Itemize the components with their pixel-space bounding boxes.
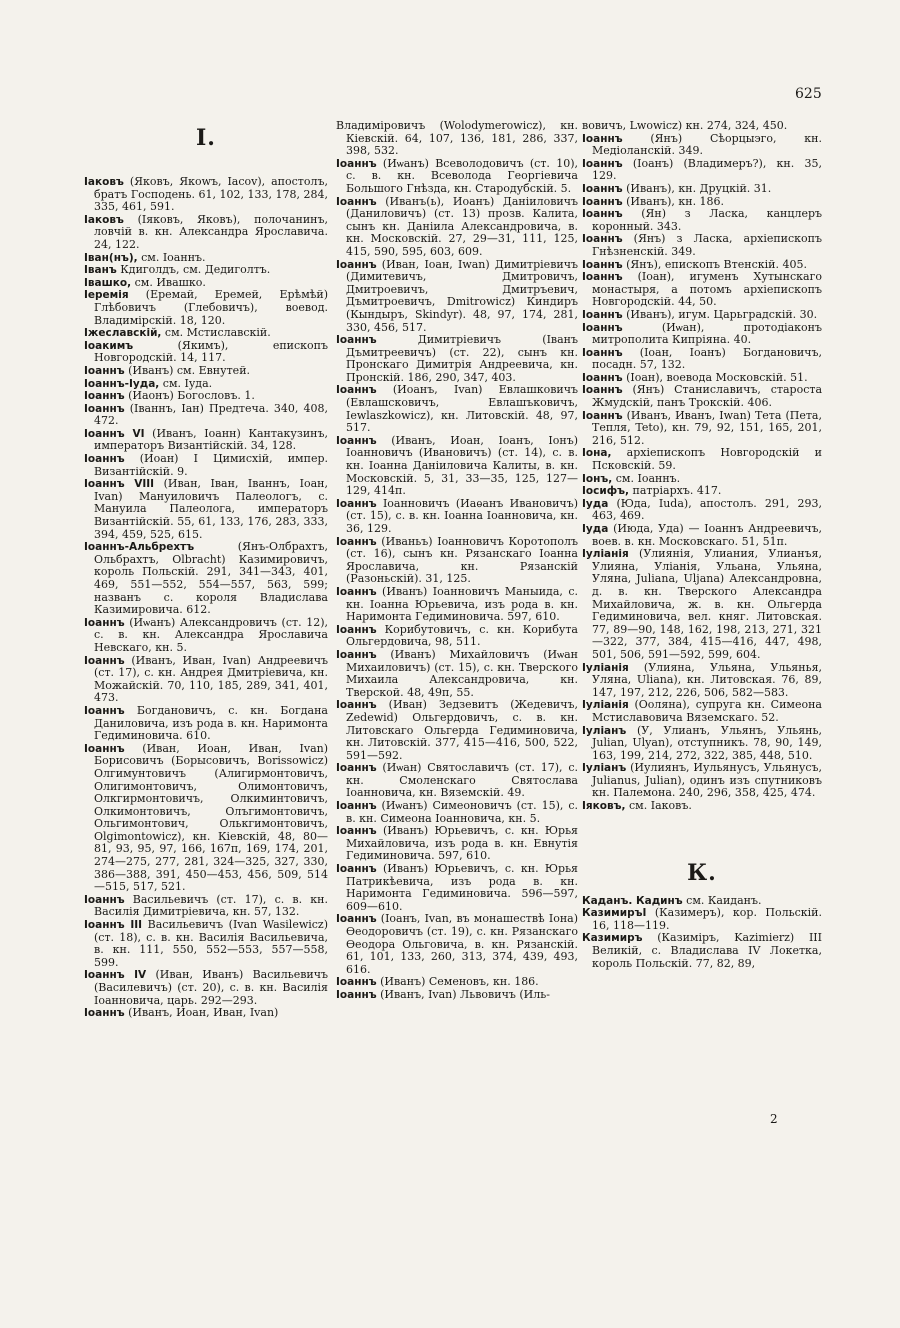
entry-headword: Іеремія <box>84 289 129 302</box>
entry-headword: Іоаннъ <box>582 409 623 422</box>
entry-headword: Іжеславскій, <box>84 327 162 340</box>
index-entry <box>84 403 328 428</box>
entry-headword: Іаковъ <box>84 213 124 226</box>
index-entry <box>84 1007 328 1020</box>
entry-text: (Янъ-Олбрахтъ, Ольбрахтъ, Olbracht) Казимировичъ, король Польскій. 291, 341—343, 401, 469, 551—552, 554—557, 563, 599; названъ с. короля Владислава Казимировича. 612. <box>94 540 328 617</box>
entry-headword: Іоаннъ IV <box>84 969 147 982</box>
entry-headword: Іоаннъ <box>336 334 377 347</box>
index-entry <box>582 662 822 700</box>
entry-headword: Іоаннъ <box>336 976 377 989</box>
entry-text: Владиміровичъ (Wolodymerowicz), кн. Кіевскій. 64, 107, 136, 181, 286, 337, 398, 532. <box>336 119 578 158</box>
index-entry <box>336 699 578 762</box>
entry-headword: Іоаннъ <box>582 233 623 246</box>
entry-headword: Іоакимъ <box>84 339 134 352</box>
entry-text: (Янъ) з Ласка, архіепископъ Гнѣзненскій. 349. <box>592 232 822 258</box>
entry-headword: Іоаннъ <box>582 271 623 284</box>
index-entry <box>582 725 822 763</box>
entry-headword: Іоаннъ <box>84 742 125 755</box>
index-entry <box>336 586 578 624</box>
entry-headword: Іоаннъ <box>582 182 623 195</box>
entry-text: (Иванъ, Иван, Ivan) Андреевичъ (ст. 17), с. кн. Андрея Дмитріевича, кн. Можайскій. 70, 110, 185, 289, 341, 401, 473. <box>94 653 328 705</box>
index-entry <box>84 478 328 541</box>
index-entry <box>84 340 328 365</box>
index-entry <box>582 347 822 372</box>
entry-text: (Иѡанъ) Симеоновичъ (ст. 15), с. в. кн. Симеона Іоанновича, кн. 5. <box>346 799 578 825</box>
entry-text: Кдиголдъ, см. Дедиголтъ. <box>116 263 271 277</box>
entry-headword: Іоаннъ-Альбрехтъ <box>84 541 195 554</box>
entry-headword: Іоаннъ <box>84 704 125 717</box>
entry-headword: Іуліанія <box>582 661 629 674</box>
entry-text: (Иванъ), кн. Друцкій. 31. <box>622 181 772 195</box>
entry-text: Богдановичъ, с. кн. Богдана Даниловича, изъ рода в. кн. Наримонта Гедиминовича. 610. <box>94 703 328 743</box>
entry-text: (Иванъ), игум. Царьградскій. 30. <box>622 307 818 321</box>
entry-headword: Іоаннъ <box>84 893 125 906</box>
entry-headword: Іоаннъ <box>336 800 377 813</box>
entry-text: (Иванъ, Іоанн) Кантакузинъ, императоръ Византійскій. 34, 128. <box>94 426 329 453</box>
entry-text: (Янъ) Станиславичъ, староста Жмудскій, панъ Трокскій. 406. <box>592 383 822 410</box>
entry-text: (Юда, Iuda), апостолъ. 291, 293, 463, 469. <box>592 496 822 523</box>
index-entry <box>582 498 822 523</box>
index-entry <box>336 259 578 335</box>
index-entry <box>336 649 578 699</box>
entry-text: (Иулиянъ, Иульянусъ, Ульянусъ, Julianus, Julian), одинъ изъ спутниковъ кн. Палемона. 240, 296, 358, 425, 474. <box>592 761 822 800</box>
entry-headword: Іоаннъ <box>84 453 125 466</box>
index-entry <box>84 617 328 655</box>
entry-headword: Іоаннъ <box>582 384 623 397</box>
index-entry <box>84 453 328 478</box>
entry-text: (Улияна, Ульяна, Ульянья, Уляна, Uliana), кн. Литовская. 76, 89, 147, 197, 212, 226, 506, 582—583. <box>592 660 822 699</box>
entry-text: см. Іоаннъ. <box>612 471 681 485</box>
entry-headword: Казимиръ <box>582 932 643 945</box>
index-entry <box>582 233 822 258</box>
entry-headword: Іуліанія <box>582 548 629 561</box>
index-entry <box>336 536 578 586</box>
entry-headword: Іоаннъ-Іуда, <box>84 377 160 390</box>
entry-text: см. Іаковъ. <box>625 799 692 813</box>
entry-text: см. Мстиславскій. <box>161 326 271 340</box>
entry-headword: Іоаннъ <box>84 654 125 667</box>
entry-text: (Иѡан) Святославичъ (ст. 17), с. кн. Смоленскаго Святослава Іоанновича, кн. Вяземскій. 49. <box>346 761 578 800</box>
entry-headword: Каданъ. Кадинъ <box>582 894 683 907</box>
entry-headword: Іуліанъ <box>582 762 627 775</box>
entry-headword: Іоаннъ <box>336 497 377 510</box>
entry-headword: Іоаннъ <box>336 535 377 548</box>
entry-text: (Иванъ) Михайловичъ (Иѡан Михаиловичъ) (ст. 15), с. кн. Тверского Михаила Александровича, кн. Тверской. 48, 49п, 55. <box>346 647 578 699</box>
entry-text: патріархъ. 417. <box>629 484 722 498</box>
entry-headword: Іоаннъ <box>582 346 623 359</box>
index-column-3 <box>582 120 822 970</box>
entry-text: (Июда, Уда) — Іоаннъ Андреевичъ, воев. в. кн. Московскаго. 51, 51п. <box>592 522 822 548</box>
entry-headword: Іоаннъ <box>582 132 623 145</box>
entry-headword: Іоаннъ <box>336 825 377 838</box>
index-entry <box>84 214 328 252</box>
index-entry <box>336 435 578 498</box>
entry-text: (Іоан, Іоанъ) Богдановичъ, посадн. 57, 132. <box>592 345 822 372</box>
index-entry <box>336 196 578 259</box>
index-entry <box>582 271 822 309</box>
index-entry <box>582 447 822 472</box>
index-entry <box>336 863 578 913</box>
entry-text: (Иванъ) Семеновъ, кн. 186. <box>376 975 539 989</box>
index-entry <box>84 428 328 453</box>
entry-text: (Иоан) I Цимисхій, импер. Византійскій. 9. <box>94 452 328 478</box>
entry-headword: Іоаннъ <box>336 648 377 661</box>
entry-text: (Яковъ, Якоwъ, Іacov), апостолъ, братъ Господень. 61, 102, 133, 178, 284, 335, 461, 591. <box>94 175 328 214</box>
entry-headword: Іонъ, <box>582 472 613 485</box>
index-entry <box>582 932 822 970</box>
entry-headword: Іоаннъ <box>336 434 377 447</box>
index-entry <box>582 762 822 800</box>
entry-headword: Іоаннъ <box>582 321 623 334</box>
entry-headword: Іоаннъ <box>336 988 377 1001</box>
entry-headword: Іоаннъ <box>336 863 377 876</box>
entry-headword: Іоаннъ <box>582 195 623 208</box>
entry-headword: Іяковъ, <box>582 800 626 813</box>
entry-text: Корибутовичъ, с. кн. Корибута Ольгердовича, 98, 511. <box>346 622 578 649</box>
entry-headword: Іоаннъ <box>582 208 623 221</box>
index-entry <box>336 825 578 863</box>
entry-text: (Еремай, Еремей, Ерѣмѣй) Глѣбовичъ (Глебовичъ), воевод. Владимірскій. 18, 120. <box>94 288 328 327</box>
entry-text: (Іяковъ, Яковъ), полочанинъ, ловчій в. кн. Александра Ярославича. 24, 122. <box>94 212 328 251</box>
entry-text: (Іоанъ) (Владимеръ?), кн. 35, 129. <box>592 156 822 183</box>
index-entry <box>336 624 578 649</box>
index-entry <box>336 762 578 800</box>
entry-text: (Иванъ, Иоан, Іоанъ, Іонъ) Іоанновичъ (Ивановичъ) (ст. 14), с. в. кн. Іоанна Даніиловича Калиты, в. кн. Московскій. 5, 31, 33—35, 125, 127—129, 414п. <box>346 433 578 498</box>
entry-headword: Іосифъ, <box>582 485 629 498</box>
entry-headword: Іван(нъ), <box>84 251 138 264</box>
entry-text: Іоанновичъ (Иаѳанъ Ивановичъ) (ст. 15), с. в. кн. Іоанна Іоанновича, кн. 36, 129. <box>346 496 578 535</box>
entry-text: (Иван, Иоан, Иван, Ivan) Борисовичъ (Борысовичъ, Borissowicz) Олгимунтовичъ (Алигирмонтовичъ, Олигимонтовичъ, Олимонтовичъ, Олкгирмонтовичъ, Олкиминтовичъ, Олкимонтовичъ, Олъгимонтовичъ, Ольгимонтович, Олькгимонтовичъ, Olgimontowicz), кн. Кіевскій, 48, 80—81, 93, 95, 97, 166, 167п, 169, 174, 201, 274—275, 277, 281, 324—325, 327, 330, 386—388, 391, 450—453, 456, 509, 514—515, 517, 521. <box>94 741 328 894</box>
entry-text: (Иѡанъ) Александровичъ (ст. 12), с. в. кн. Александра Ярославича Невскаго, кн. 5. <box>94 615 328 654</box>
index-column-2 <box>336 120 578 1002</box>
entry-text: см. Іуда. <box>159 376 213 390</box>
entry-headword: Іуда <box>582 523 609 535</box>
index-entry <box>336 334 578 384</box>
entry-text: (Иван) Зедзевитъ (Жедевичъ, Zedewid) Ольгердовичъ, с. в. кн. Литовскаго Ольгерда Гедиминовича, кн. Литовскій. 377, 415—416, 500, 522, 591—592. <box>346 698 578 762</box>
index-entry <box>582 384 822 409</box>
entry-headword: КазимиръI <box>582 907 647 920</box>
entry-text: вовичъ, Lwowicz) кн. 274, 324, 450. <box>582 119 788 132</box>
index-entry <box>336 913 578 976</box>
index-entry <box>84 705 328 743</box>
entry-text: (Иванъ) Юрьевичъ, с. кн. Юрья Патрикѣевича, изъ рода в. кн. Наримонта Гедиминовича. 596—597, 609—610. <box>346 862 578 913</box>
index-entry <box>582 548 822 661</box>
entry-headword: Іоаннъ <box>336 623 377 636</box>
entry-headword: Іоаннъ III <box>84 919 143 932</box>
index-entry <box>336 120 578 158</box>
entry-text: (Иванъ, Ivan) Львовичъ (Иль- <box>376 987 550 1001</box>
entry-headword: Іоаннъ <box>336 258 377 271</box>
index-entry <box>336 158 578 196</box>
entry-text: (Янъ) Сѣорцыэго, кн. Медіоланскій. 349. <box>592 131 822 158</box>
index-entry <box>582 133 822 158</box>
entry-text: (Иаонъ) Богословъ. 1. <box>124 389 255 403</box>
index-entry <box>582 699 822 724</box>
entry-headword: Іоаннъ <box>336 699 377 712</box>
index-entry <box>84 655 328 705</box>
page-number: 625 <box>795 86 822 102</box>
entry-text: (Иоанъ, Ivan) Евлашковичъ (Евлашсковичъ, Евлашъковичъ, Iewlaszkowicz), кн. Литовскій. 48, 97, 517. <box>346 383 578 435</box>
entry-headword: Іуда <box>582 497 609 510</box>
index-entry <box>336 498 578 536</box>
index-entry <box>84 894 328 919</box>
entry-text: см. Каиданъ. <box>682 893 762 907</box>
index-entry <box>582 907 822 932</box>
entry-text: (Казиміръ, Kazimierz) III Великій, с. Владислава IV Локетка, король Польскій. 77, 82, 89, <box>592 931 822 970</box>
entry-text: (Иван, Іоан, Iwan) Димитріевичъ (Димитевичъ, Дмитровичъ, Дмитроевичъ, Дмитръевич, Дъмитроевичъ, Dmitrowicz) Киндиръ (Кындыръ, Skindyr). 48, 97, 174, 281, 330, 456, 517. <box>346 257 578 334</box>
entry-text: (Иванъ), кн. 186. <box>622 194 725 208</box>
entry-text: (Иван, Іван, Іваннъ, Іоан, Ivan) Мануиловичъ Палеологъ, с. Мануила Палеолога, императоръ Византійскій. 55, 61, 133, 176, 283, 333, 394, 459, 525, 615. <box>94 477 329 541</box>
index-entry <box>582 208 822 233</box>
entry-text: (Якимъ), епископъ Новгородскій. 14, 117. <box>94 338 328 365</box>
entry-headword: Іуліанія <box>582 699 629 712</box>
entry-text: (Иванъ) см. Евнутей. <box>124 363 251 377</box>
entry-headword: Іоаннъ <box>582 258 623 271</box>
index-column-1 <box>84 120 328 1020</box>
entry-headword: Іоаннъ <box>336 585 377 598</box>
index-entry <box>336 384 578 434</box>
entry-text: (Казимеръ), кор. Польскій. 16, 118—119. <box>592 906 822 932</box>
entry-text: (Иваньъ) Іоанновичъ Коротополъ (ст. 16), сынъ кн. Рязанскаго Іоанна Ярославича, кн. Рязанскій (Разоньскій). 31, 125. <box>346 534 578 586</box>
entry-text: (Улиянія, Улиания, Улианъя, Улияна, Уліанія, Ульана, Ульяна, Уляна, Juliana, Uljana) Александровна, д. в. кн. Тверского Александра Михайловича, ж. в. кн. Ольгерда Гедиминовича, вел. княг. Литовская. 77, 89—90, 148, 162, 198, 213, 271, 321—322, 377, 384, 415—416, 447, 498, 501, 506, 591—592, 599, 604. <box>592 547 822 661</box>
entry-headword: Іоаннъ VIII <box>84 478 155 491</box>
entry-text: (У, Улианъ, Ульянъ, Ульянь, Julian, Ulyan), отступникъ. 78, 90, 149, 163, 199, 214, 272, 322, 385, 448, 510. <box>592 723 822 762</box>
entry-text: (Иванъ(ь), Иоанъ) Даніиловичъ (Даниловичъ) (ст. 13) прозв. Калита, сынъ кн. Даніила Александровича, в. кн. Московскій. 27, 29—31, 111, 125, 415, 590, 595, 603, 609. <box>346 194 578 258</box>
index-entry <box>84 969 328 1007</box>
index-entry <box>84 176 328 214</box>
entry-headword: Іоаннъ <box>336 762 377 775</box>
entry-text: (Іоан), игуменъ Хутынскаго монастыря, а потомъ архіепископъ Новгородскій. 44, 50. <box>592 270 822 309</box>
section-letter: I. <box>196 125 216 151</box>
entry-headword: Іуліанъ <box>582 724 627 737</box>
index-entry <box>84 743 328 894</box>
entry-text: (Иванъ) Іоанновичъ Маныида, с. кн. Іоанна Юрьевича, изъ рода в. кн. Наримонта Гедиминовича. 597, 610. <box>346 584 578 624</box>
entry-text: Васильевичъ (Ivan Wasilewicz) (ст. 18), с. в. кн. Василія Васильевича, в. кн. 111, 550, 552—553, 557—558, 599. <box>94 918 329 969</box>
entry-headword: Івашко, <box>84 276 132 289</box>
entry-text: (Иванъ) Юрьевичъ, с. кн. Юрья Михайловича, изъ рода в. кн. Евнутія Гедиминовича. 597, 610. <box>346 824 578 863</box>
entry-text: (Янъ), епископъ Втенскій. 405. <box>622 257 807 271</box>
index-entry <box>336 800 578 825</box>
entry-headword: Іоаннъ <box>84 616 125 629</box>
index-entry <box>582 523 822 548</box>
entry-headword: Іоаннъ <box>84 364 125 377</box>
entry-text: Васильевичъ (ст. 17), с. в. кн. Василія Димитріевича, кн. 57, 132. <box>94 892 328 919</box>
entry-headword: Іоаннъ <box>582 308 623 321</box>
entry-text: (Ян) з Ласка, канцлеръ коронный. 343. <box>592 207 822 233</box>
index-entry <box>84 541 328 617</box>
entry-text: (Іоанъ, Ivan, въ монашествѣ Іона) Ѳеодоровичъ (ст. 19), с. кн. Рязанскаго Ѳеодора Ольговича, в. кн. Рязанскій. 61, 101, 133, 260, 313, 374, 439, 493, 616. <box>346 912 578 976</box>
entry-text: (Иѡанъ) Всеволодовичъ (ст. 10), с. в. кн. Всеволода Георгіевича Большого Гнѣзда, кн. Стародубскій. 5. <box>346 156 578 195</box>
index-entry <box>336 989 578 1002</box>
entry-headword: Іоаннъ <box>336 384 377 397</box>
entry-headword: Іоаннъ <box>336 913 377 926</box>
entry-headword: Іоаннъ <box>582 157 623 170</box>
index-entry <box>582 158 822 183</box>
entry-text: (Іоан), воевода Московскій. 51. <box>622 370 808 384</box>
entry-text: (Іваннъ, Іан) Предтеча. 340, 408, 472. <box>94 401 328 428</box>
entry-text: архіепископъ Новгородскій и Псковскій. 59. <box>592 446 822 473</box>
entry-headword: Іоаннъ <box>336 195 377 208</box>
entry-text: см. Іоаннъ. <box>137 250 206 264</box>
entry-headword: Іоаннъ <box>84 1007 125 1020</box>
entry-headword: Іоаннъ VI <box>84 427 145 440</box>
entry-headword: Іона, <box>582 447 612 460</box>
entry-headword: Іоаннъ <box>336 157 377 170</box>
index-entry <box>84 919 328 969</box>
entry-headword: Іоаннъ <box>582 371 623 384</box>
entry-text: (Иѡан), протодіаконъ митрополита Кипріяна. 40. <box>592 320 822 347</box>
entry-headword: Іоаннъ <box>84 402 125 415</box>
entry-text: см. Ивашко. <box>131 275 206 289</box>
entry-headword: Іаковъ <box>84 176 124 188</box>
entry-text: (Иванъ, Иванъ, Iwan) Тета (Пета, Тепля, Teto), кн. 79, 92, 151, 165, 201, 216, 512. <box>592 408 822 447</box>
index-entry <box>582 410 822 448</box>
entry-headword: Іоаннъ <box>84 390 125 403</box>
index-entry <box>582 322 822 347</box>
entry-text: (Иванъ, Иоан, Иван, Ivan) <box>124 1006 279 1020</box>
entry-text: (Иван, Иванъ) Васильевичъ (Василевичъ) (ст. 20), с. в. кн. Василія Іоанновича, царь. 292—293. <box>94 968 328 1007</box>
index-entry <box>582 800 822 813</box>
entry-text: (Ооляна), супруга кн. Симеона Мстиславовича Вяземскаго. 52. <box>592 698 822 724</box>
section-letter: К. <box>687 859 717 886</box>
entry-text: Димитріевичъ (Іванъ Дъмитреевичъ) (ст. 22), сынъ кн. Пронскаго Димитрія Андреевича, кн. Пронскій. 186, 290, 347, 403. <box>346 333 578 384</box>
signature-mark: 2 <box>770 1112 778 1126</box>
index-entry <box>84 264 328 277</box>
index-entry <box>84 289 328 327</box>
entry-headword: Іванъ <box>84 264 117 277</box>
